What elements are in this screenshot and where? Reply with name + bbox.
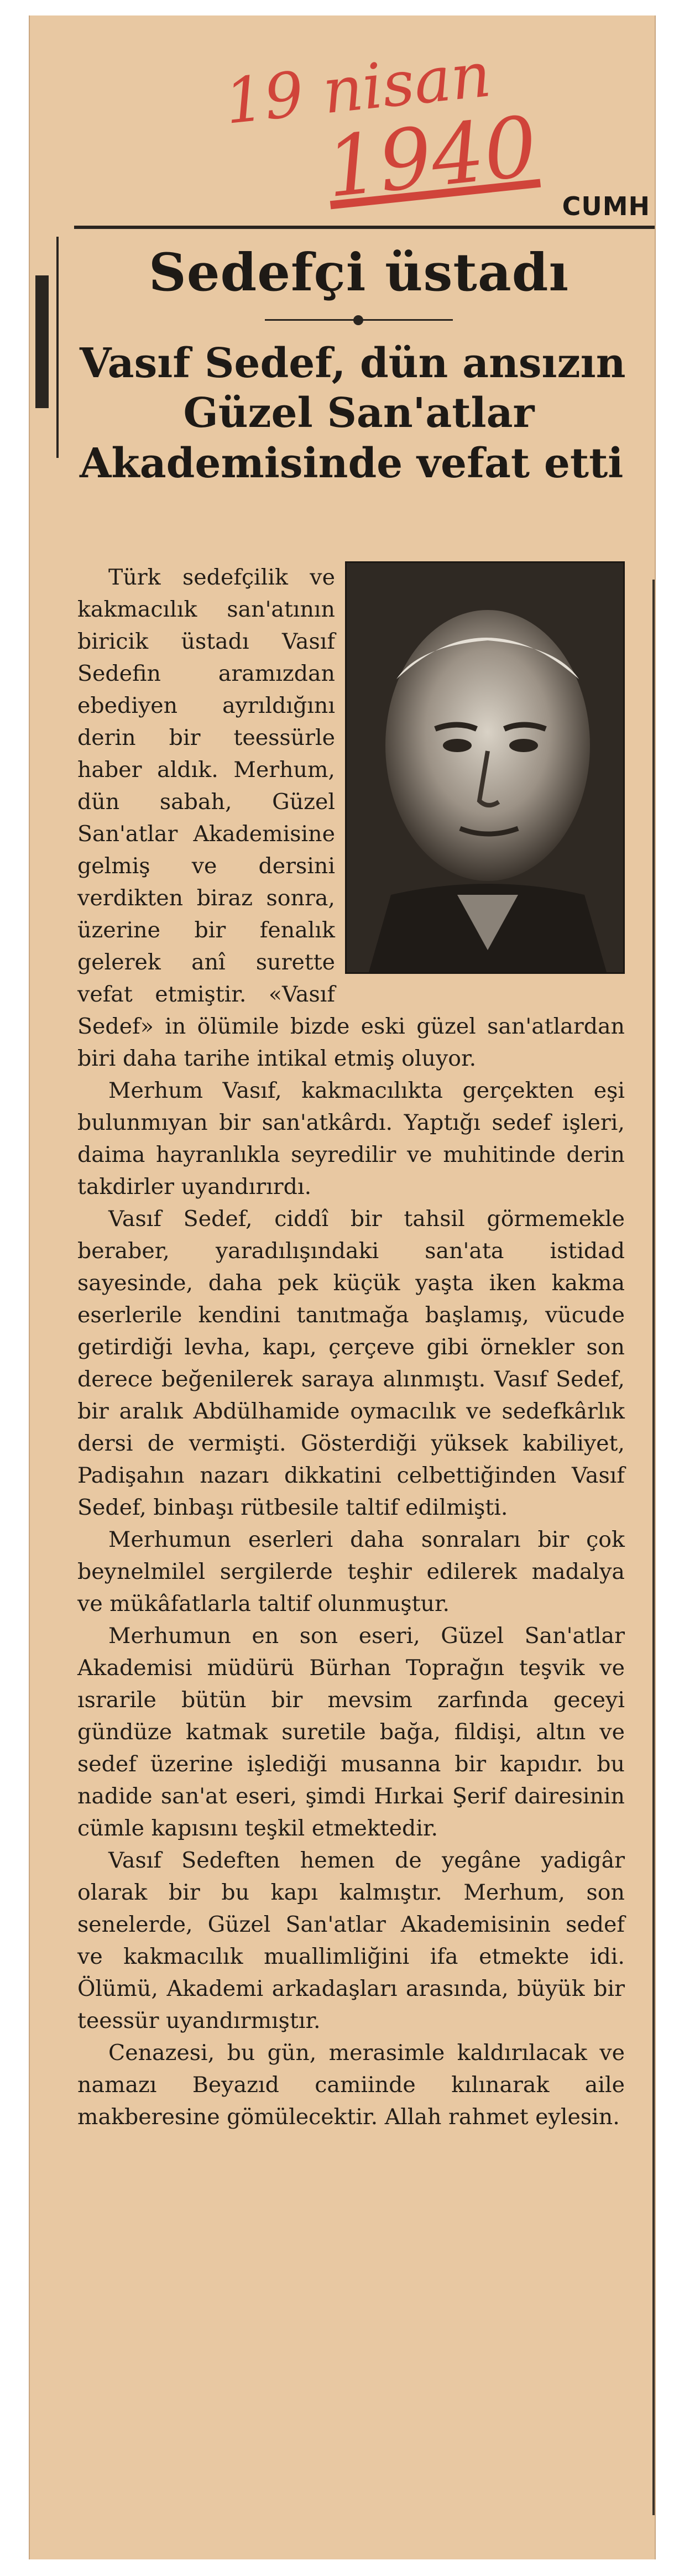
article-subtitle <box>74 338 644 488</box>
article-paragraph-3: Vasıf Sedef, ciddî bir tahsil görmemekle beraber, yaradılışındaki san'ata istidad sayesinde, daha pek küçük yaşta iken kakma eserlerile kendini tanıtmağa başlamış, vücude getirdiği levha, kapı, çerçeve gibi örnekler son derece beğenilerek saraya alınmıştı. Vasıf Sedef, bir aralık Abdülhamide oymacılık ve sedefkârlık dersi de vermişti. Gösterdiği yüksek kabiliyet, Padişahın nazarı dikkatini celbettiğinden Vasıf Sedef, binbaşı rütbesile taltif edilmişti. <box>77 1206 625 1520</box>
article-body <box>77 561 625 2133</box>
handwritten-year: 1940 <box>321 98 542 216</box>
article-paragraph-6: Vasıf Sedeften hemen de yegâne yadigâr olarak bir bu kapı kalmıştır. Merhum, son senelerde, Güzel San'atlar Akademisinin sedef ve kakmacılık muallimliğini ifa etmekte idi. Ölümü, Akademi arkadaşları arasında, büyük bir teessür uyandırmıştır. <box>77 1848 625 2033</box>
column-edge-bar <box>35 275 49 408</box>
left-column-frame <box>30 231 61 463</box>
handwritten-date: 19 nisan <box>221 39 494 138</box>
title-ornament <box>265 313 453 326</box>
masthead-rule <box>74 226 655 229</box>
column-divider-right <box>652 580 655 2515</box>
portrait-image <box>347 563 623 972</box>
newspaper-masthead: CUMH <box>562 191 650 221</box>
article-paragraph-2: Merhum Vasıf, kakmacılıkta gerçekten eşi bulunmıyan bir san'atkârdı. Yaptığı sedef işleri, daima hayranlıkla seyredilir ve muhitinde derin takdirler uyandırırdı. <box>77 1078 625 1200</box>
article-title: Sedefçi üstadı <box>148 242 570 303</box>
handwritten-date-annotation <box>222 39 541 222</box>
headline-block <box>74 242 644 488</box>
portrait-photo <box>345 561 625 974</box>
article-paragraph-4: Merhumun eserleri daha sonraları bir çok beynelmilel sergilerde teşhir edilerek madalya ve mükâfatlarla taltif olunmuştur. <box>77 1527 625 1616</box>
article-paragraph-5: Merhumun en son eseri, Güzel San'atlar Akademisi müdürü Bürhan Toprağın teşvik ve ısrarile bütün bir mevsim zarfında geceyi gündüze katmak suretile bağa, fildişi, altın ve sedef üzerine işlediği musanna bir kapıdır. bu nadide san'at eseri, şimdi Hırkai Şerif dairesinin cümle kapısını teşkil etmektedir. <box>77 1623 625 1841</box>
article-paragraph-7: Cenazesi, bu gün, merasimle kaldırılacak ve namazı Beyazıd camiinde kılınarak aile makberesine gömülecektir. Allah rahmet eylesin. <box>77 2040 625 2130</box>
subtitle-line-2: Güzel San'atlar <box>183 389 535 437</box>
article-paragraph-1: Türk sedefçilik ve kakmacılık san'atının biricik üstadı Vasıf Sedefin aramızdan ebediyen ayrıldığını derin bir teessürle haber aldık. Merhum, dün sabah, Güzel San'atlar Akademisine gelmiş ve dersini verdikten biraz sonra, üzerine bir fenalık gelerek anî surette vefat etmiştir. «Vasıf Sedef» in ölümile bizde eski güzel san'atlardan biri daha tarihe intikal etmiş oluyor. <box>77 565 625 1071</box>
column-divider <box>56 237 59 458</box>
subtitle-line-3: Akademisinde vefat etti <box>80 439 624 487</box>
subtitle-line-1: Vasıf Sedef, dün ansızın <box>80 340 626 387</box>
